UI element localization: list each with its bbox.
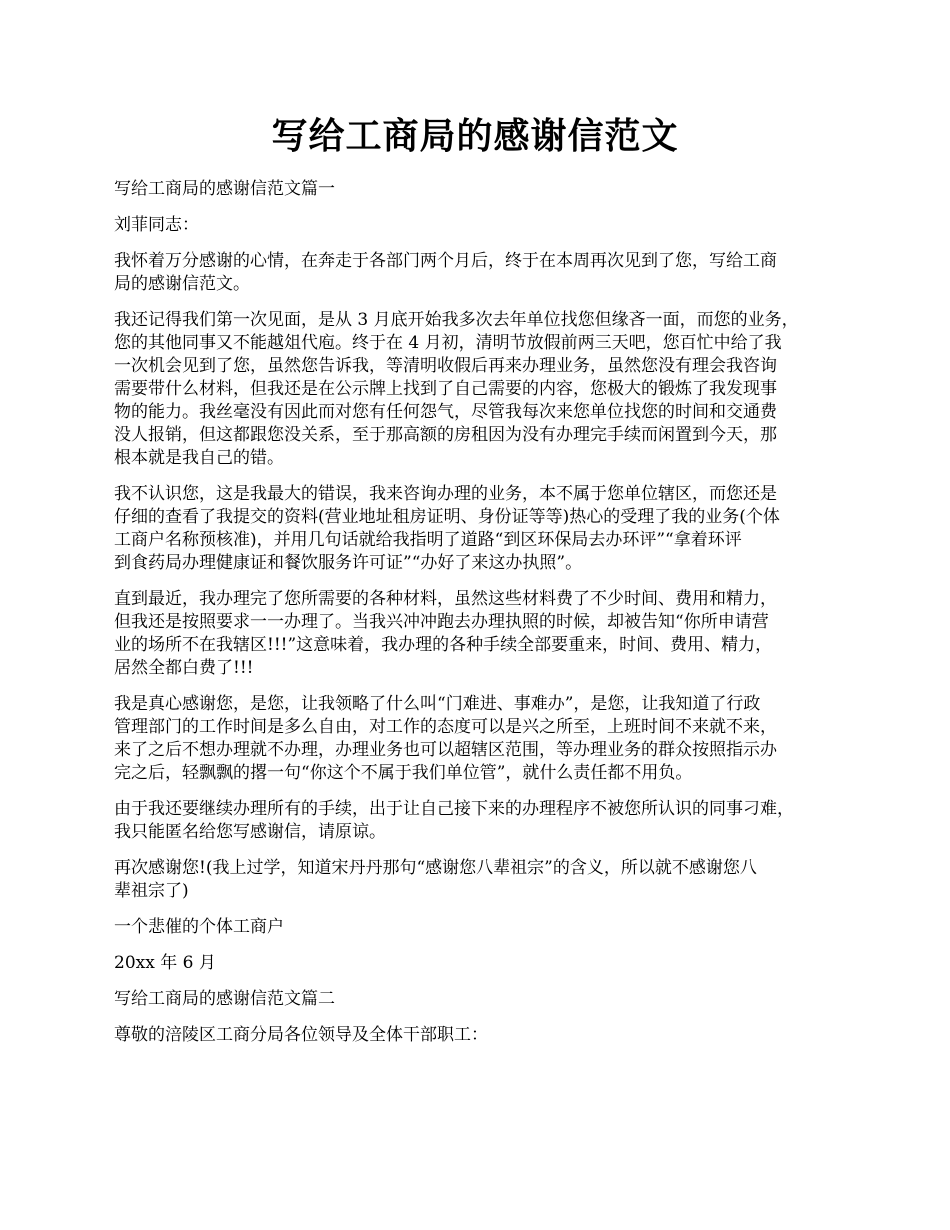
paragraph bbox=[114, 952, 852, 975]
paragraph-line: 我不认识您，这是我最大的错误，我来咨询办理的业务，本不属于您单位辖区，而您还是 bbox=[114, 484, 777, 504]
paragraph bbox=[114, 214, 852, 237]
paragraph bbox=[114, 178, 852, 201]
paragraph-line: 来了之后不想办理就不办理，办理业务也可以超辖区范围，等办理业务的群众按照指示办 bbox=[114, 740, 777, 760]
paragraph-line: 居然全都白费了!!! bbox=[114, 658, 254, 678]
paragraph-line: 需要带什么材料，但我还是在公示牌上找到了自己需要的内容，您极大的锻炼了我发现事 bbox=[114, 379, 777, 399]
paragraph-line: 到食药局办理健康证和餐饮服务许可证”“办好了来这办执照”。 bbox=[114, 553, 583, 573]
paragraph-line: 我怀着万分感谢的心情，在奔走于各部门两个月后，终于在本周再次见到了您，写给工商 bbox=[114, 251, 777, 271]
paragraph-line: 您的其他同事又不能越俎代庖。终于在 4 月初，清明节放假前两三天吧，您百忙中给了我 bbox=[114, 333, 782, 353]
paragraph bbox=[114, 250, 852, 296]
paragraph-line: 再次感谢您!(我上过学，知道宋丹丹那句“感谢您八辈祖宗”的含义，所以就不感谢您八 bbox=[114, 858, 757, 878]
paragraph-line: 直到最近，我办理完了您所需要的各种材料，虽然这些材料费了不少时间、费用和精力， bbox=[114, 589, 777, 609]
paragraph-line: 辈祖宗了) bbox=[114, 881, 189, 901]
paragraph bbox=[114, 1024, 852, 1047]
paragraph bbox=[114, 798, 852, 844]
document-body bbox=[114, 178, 852, 1060]
paragraph bbox=[114, 309, 852, 470]
paragraph-line: 物的能力。我丝毫没有因此而对您有任何怨气，尽管我每次来您单位找您的时间和交通费 bbox=[114, 402, 777, 422]
paragraph-line: 写给工商局的感谢信范文篇二 bbox=[114, 989, 335, 1009]
paragraph bbox=[114, 588, 852, 680]
paragraph-line: 但我还是按照要求一一办理了。当我兴冲冲跑去办理执照的时候，却被告知“你所申请营 bbox=[114, 612, 769, 632]
paragraph-line: 业的场所不在我辖区!!!”这意味着，我办理的各种手续全部要重来，时间、费用、精力， bbox=[114, 635, 773, 655]
paragraph bbox=[114, 857, 852, 903]
paragraph-line: 我是真心感谢您，是您，让我领略了什么叫“门难进、事难办”，是您，让我知道了行政 bbox=[114, 694, 761, 714]
paragraph-line: 完之后，轻飘飘的撂一句“你这个不属于我们单位管”，就什么责任都不用负。 bbox=[114, 763, 693, 783]
paragraph bbox=[114, 916, 852, 939]
paragraph bbox=[114, 693, 852, 785]
paragraph-line: 工商户名称预核准)，并用几句话就给我指明了道路“到区环保局去办环评”“拿着环评 bbox=[114, 530, 742, 550]
paragraph bbox=[114, 988, 852, 1011]
paragraph-line: 由于我还要继续办理所有的手续，出于让自己接下来的办理程序不被您所认识的同事刁难， bbox=[114, 799, 794, 819]
paragraph-line: 一次机会见到了您，虽然您告诉我，等清明收假后再来办理业务，虽然您没有理会我咨询 bbox=[114, 356, 777, 376]
paragraph-line: 20xx 年 6 月 bbox=[114, 953, 216, 973]
paragraph-line: 根本就是我自己的错。 bbox=[114, 448, 284, 468]
paragraph-line: 尊敬的涪陵区工商分局各位领导及全体干部职工： bbox=[114, 1025, 488, 1045]
paragraph-line: 仔细的查看了我提交的资料(营业地址租房证明、身份证等等)热心的受理了我的业务(个体 bbox=[114, 507, 780, 527]
document-title: 写给工商局的感谢信范文 bbox=[271, 115, 679, 157]
paragraph-line: 刘菲同志： bbox=[114, 215, 199, 235]
paragraph-line: 管理部门的工作时间是多么自由，对工作的态度可以是兴之所至，上班时间不来就不来， bbox=[114, 717, 777, 737]
paragraph bbox=[114, 483, 852, 575]
paragraph-line: 一个悲催的个体工商户 bbox=[114, 917, 284, 937]
paragraph-line: 没人报销，但这都跟您没关系，至于那高额的房租因为没有办理完手续而闲置到今天，那 bbox=[114, 425, 777, 445]
paragraph-line: 写给工商局的感谢信范文篇一 bbox=[114, 179, 335, 199]
paragraph-line: 局的感谢信范文。 bbox=[114, 274, 250, 294]
paragraph-line: 我还记得我们第一次见面，是从 3 月底开始我多次去年单位找您但缘吝一面，而您的业务， bbox=[114, 310, 799, 330]
paragraph-line: 我只能匿名给您写感谢信，请原谅。 bbox=[114, 822, 386, 842]
